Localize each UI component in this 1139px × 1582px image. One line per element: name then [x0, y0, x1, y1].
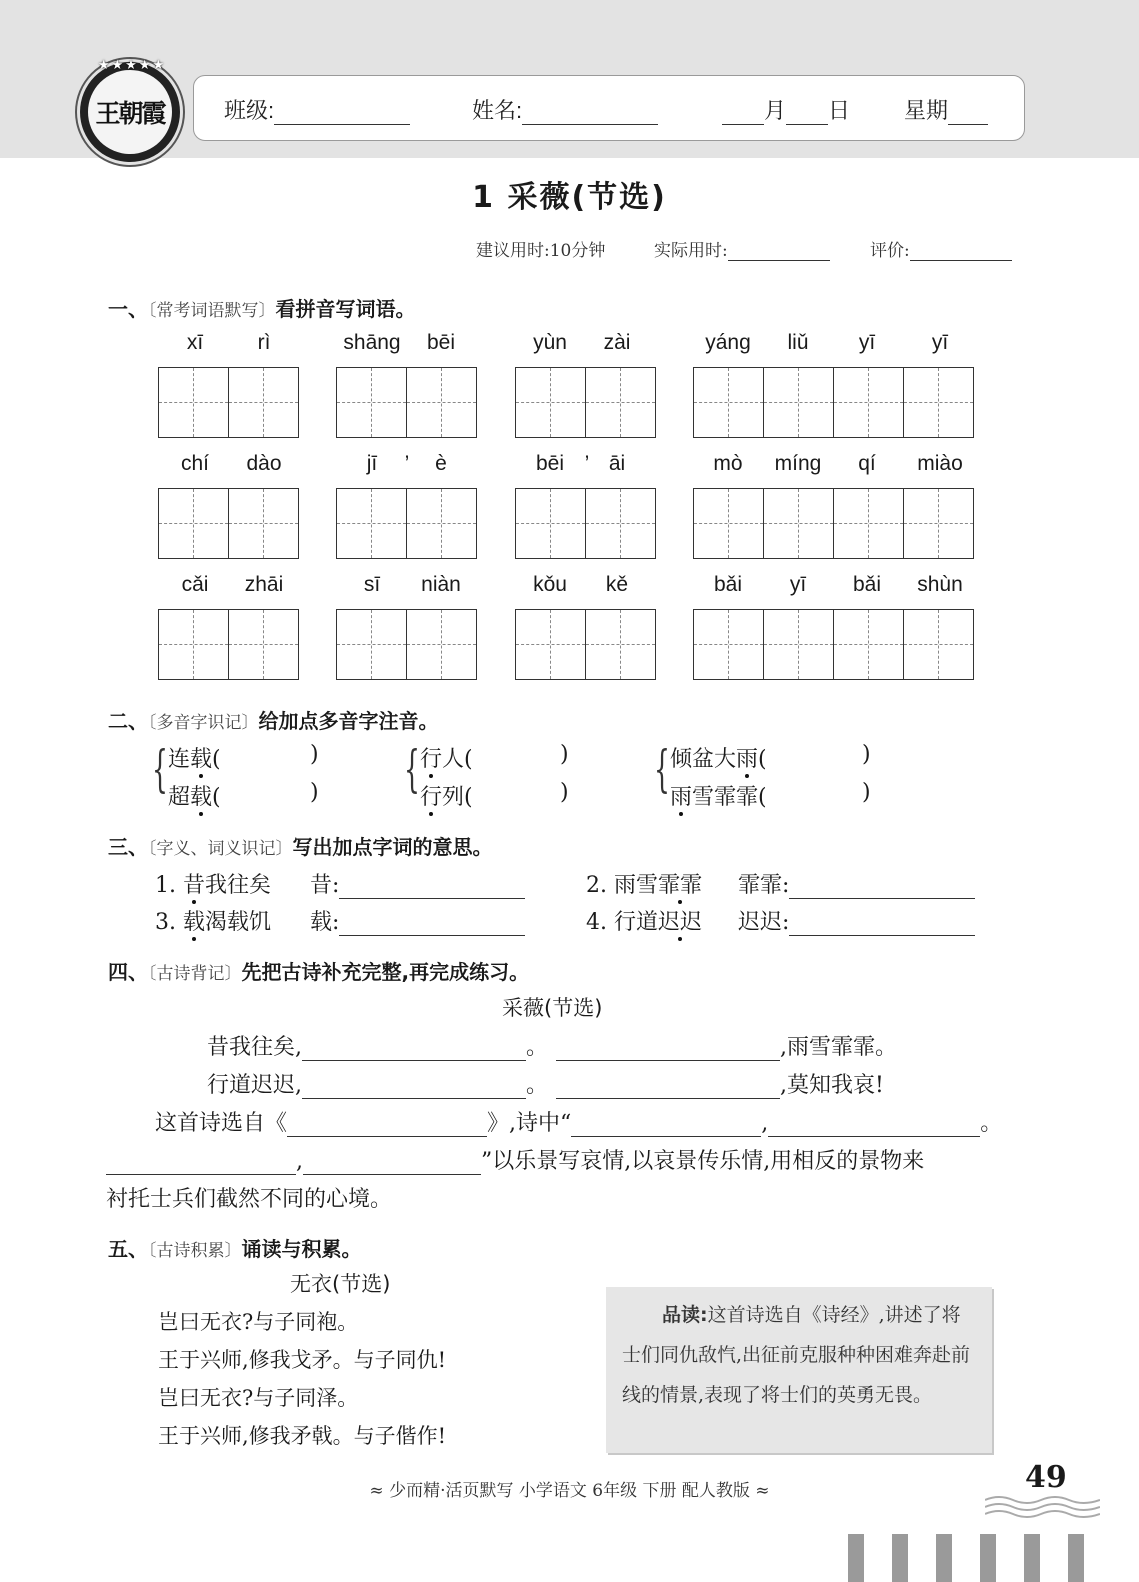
- writing-grid[interactable]: [693, 367, 974, 438]
- pinyin: shùn: [917, 573, 963, 596]
- pinyin: āi: [608, 452, 626, 475]
- poem-line[interactable]: 昔我往矣, 。 ,雨雪霏霏。: [207, 1035, 898, 1060]
- writing-grid[interactable]: [336, 367, 477, 438]
- writing-grid[interactable]: [693, 488, 974, 559]
- question-line[interactable]: , ”以乐景写哀情,以哀景传乐情,用相反的景物来: [106, 1144, 924, 1175]
- pinyin: zhāi: [244, 573, 284, 596]
- polyphone-item: 行列(: [420, 785, 473, 810]
- writing-grid[interactable]: [693, 609, 974, 680]
- meaning-item: 2. 雨雪霏霏: [586, 873, 703, 898]
- pinyin: xī: [186, 331, 204, 354]
- pinyin-apostrophe: ’: [584, 452, 590, 475]
- poem-line: 岂曰无衣?与子同泽。: [158, 1386, 359, 1410]
- brace-icon: {: [404, 740, 420, 798]
- writing-grid[interactable]: [158, 488, 299, 559]
- section-4-tag: 〔古诗背记〕: [148, 964, 242, 984]
- section-5-heading: [108, 1233, 362, 1262]
- pinyin: shāng: [343, 331, 401, 354]
- section-2-heading: [108, 705, 439, 734]
- edge-mark: [892, 1534, 908, 1582]
- poem-title: 采薇(节选): [502, 996, 603, 1020]
- class-field[interactable]: [224, 94, 410, 125]
- writing-grid[interactable]: [336, 609, 477, 680]
- meaning-answer[interactable]: 迟迟:: [738, 905, 975, 936]
- meaning-item: 1. 昔我往矣: [155, 873, 272, 898]
- logo-text: 王朝霞: [88, 70, 172, 154]
- weekday-label: 星期: [904, 98, 949, 123]
- section-4-instruction: 先把古诗补充完整,再完成练习。: [241, 960, 530, 984]
- polyphone-close: ): [560, 742, 569, 767]
- name-label: 姓名:: [472, 98, 523, 123]
- polyphone-close: ): [310, 742, 319, 767]
- pinyin: yáng: [705, 331, 751, 354]
- section-3-number: 三、: [108, 835, 148, 859]
- section-5-number: 五、: [108, 1237, 148, 1261]
- polyphone-item: 连载(: [168, 747, 221, 772]
- question-line: 衬托士兵们截然不同的心境。: [106, 1187, 393, 1212]
- weekday-field[interactable]: [904, 94, 988, 125]
- writing-grid[interactable]: [158, 367, 299, 438]
- pinyin: dào: [246, 452, 282, 475]
- pinyin: miào: [917, 452, 963, 475]
- actual-time-label: 实际用时:: [654, 241, 728, 261]
- poem-line[interactable]: 行道迟迟, 。 ,莫知我哀!: [207, 1073, 884, 1098]
- pinyin: míng: [774, 452, 822, 475]
- pinyin: niàn: [421, 573, 461, 596]
- pinyin: yī: [931, 331, 949, 354]
- suggested-time: 建议用时:10分钟: [476, 241, 606, 261]
- pinyin: cǎi: [181, 573, 209, 596]
- logo-stars-icon: ★★★★★: [97, 58, 167, 73]
- meaning-answer[interactable]: 载:: [310, 905, 525, 936]
- section-2-instruction: 给加点多音字注音。: [258, 709, 439, 733]
- student-info-box: [193, 75, 1025, 141]
- section-1-tag: 〔常考词语默写〕: [148, 301, 276, 321]
- polyphone-item: 超载(: [168, 785, 221, 810]
- pinyin: è: [435, 452, 447, 475]
- pinyin: liǔ: [787, 331, 809, 354]
- meaning-answer[interactable]: 昔:: [310, 868, 525, 899]
- section-4-heading: [108, 956, 529, 985]
- section-3-instruction: 写出加点字词的意思。: [292, 835, 493, 859]
- reading-note: [622, 1295, 978, 1415]
- section-5-instruction: 诵读与积累。: [241, 1237, 362, 1261]
- reading-note-text: 这首诗选自《诗经》,讲述了将士们同仇敌忾,出征前克服种种困难奔赴前线的情景,表现了将士们的英勇无畏。: [622, 1304, 971, 1406]
- evaluation-blank[interactable]: [910, 242, 1012, 261]
- writing-grid[interactable]: [515, 609, 656, 680]
- page-title: 1 采薇(节选): [472, 180, 667, 215]
- pinyin: bēi: [535, 452, 565, 475]
- pinyin: rì: [257, 331, 271, 354]
- meaning-answer[interactable]: 霏霏:: [738, 868, 975, 899]
- class-label: 班级:: [224, 98, 275, 123]
- meaning-item: 4. 行道迟迟: [586, 910, 703, 935]
- polyphone-close: ): [560, 780, 569, 805]
- poem-line: 岂曰无衣?与子同袍。: [158, 1310, 359, 1334]
- month-blank[interactable]: [722, 102, 764, 125]
- pinyin: bēi: [426, 331, 456, 354]
- poem-title: 无衣(节选): [290, 1272, 391, 1296]
- polyphone-item: 行人(: [420, 747, 473, 772]
- polyphone-close: ): [862, 742, 871, 767]
- pinyin: chí: [180, 452, 209, 475]
- writing-grid[interactable]: [515, 367, 656, 438]
- section-5-tag: 〔古诗积累〕: [148, 1241, 242, 1261]
- reading-note-label: 品读:: [662, 1304, 708, 1326]
- pinyin: jī: [366, 452, 378, 475]
- wave-decoration-icon: [985, 1494, 1100, 1520]
- name-field[interactable]: [472, 94, 658, 125]
- edge-mark: [980, 1534, 996, 1582]
- pinyin: kǒu: [533, 573, 567, 596]
- writing-grid[interactable]: [158, 609, 299, 680]
- edge-mark: [848, 1534, 864, 1582]
- section-1-number: 一、: [108, 297, 148, 321]
- polyphone-item: 倾盆大雨(: [670, 747, 767, 772]
- reading-note-box: [606, 1287, 992, 1453]
- actual-time-blank[interactable]: [728, 242, 830, 261]
- evaluation-label: 评价:: [870, 241, 910, 261]
- section-1-heading: [108, 293, 416, 322]
- pinyin: bǎi: [852, 573, 882, 596]
- footer-series: ≈ 少而精·活页默写 小学语文 6年级 下册 配人教版 ≈: [369, 1481, 770, 1501]
- pinyin: kě: [605, 573, 629, 596]
- poem-line: 王于兴师,修我矛戟。与子偕作!: [158, 1424, 447, 1448]
- edge-mark: [1024, 1534, 1040, 1582]
- day-label: 日: [828, 98, 851, 123]
- name-blank[interactable]: [522, 102, 658, 125]
- class-blank[interactable]: [274, 102, 410, 125]
- section-4-number: 四、: [108, 960, 148, 984]
- pinyin: yī: [789, 573, 807, 596]
- pinyin: bǎi: [713, 573, 743, 596]
- section-1-instruction: 看拼音写词语。: [275, 297, 416, 321]
- section-3-tag: 〔字义、词义识记〕: [148, 839, 293, 859]
- evaluation[interactable]: [870, 236, 1012, 261]
- pinyin: mò: [713, 452, 743, 475]
- date-field[interactable]: [722, 94, 850, 125]
- meaning-item: 3. 载渴载饥: [155, 910, 272, 935]
- section-2-number: 二、: [108, 709, 148, 733]
- section-2-tag: 〔多音字识记〕: [148, 713, 259, 733]
- polyphone-item: 雨雪霏霏(: [670, 785, 767, 810]
- month-label: 月: [764, 98, 787, 123]
- pinyin: zài: [603, 331, 631, 354]
- pinyin-apostrophe: ’: [404, 452, 410, 475]
- edge-mark: [1068, 1534, 1084, 1582]
- page-number: 49: [1025, 1460, 1067, 1495]
- polyphone-close: ): [862, 780, 871, 805]
- brace-icon: {: [152, 740, 168, 798]
- writing-grid[interactable]: [515, 488, 656, 559]
- writing-grid[interactable]: [336, 488, 477, 559]
- pinyin: qí: [858, 452, 876, 475]
- brace-icon: {: [654, 740, 670, 798]
- weekday-blank[interactable]: [948, 102, 988, 125]
- pinyin: yī: [858, 331, 876, 354]
- question-line[interactable]: 这首诗选自《 》,诗中“ , 。: [155, 1111, 1003, 1136]
- publisher-logo: [80, 62, 180, 162]
- actual-time[interactable]: [654, 236, 830, 261]
- polyphone-close: ): [310, 780, 319, 805]
- edge-mark: [936, 1534, 952, 1582]
- section-3-heading: [108, 831, 493, 860]
- pinyin: yùn: [533, 331, 567, 354]
- day-blank[interactable]: [786, 102, 828, 125]
- poem-line: 王于兴师,修我戈矛。与子同仇!: [158, 1348, 447, 1372]
- pinyin: sī: [363, 573, 381, 596]
